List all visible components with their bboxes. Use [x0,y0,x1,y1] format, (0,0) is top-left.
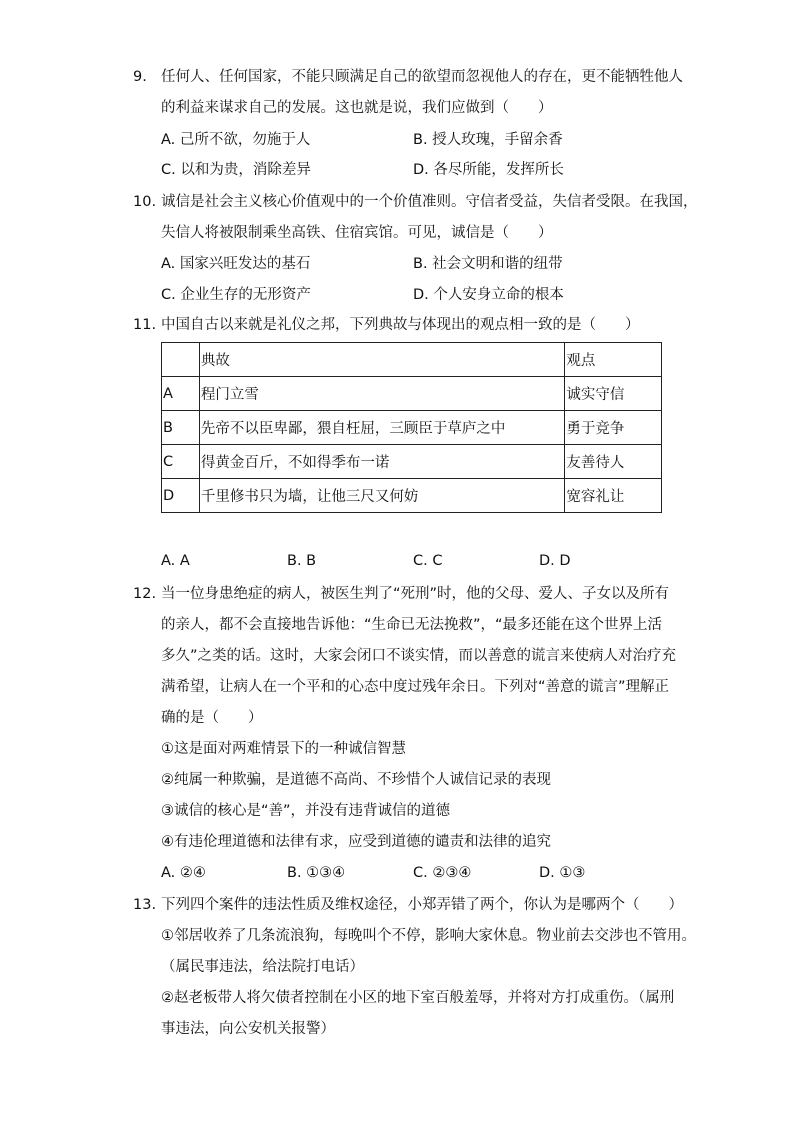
case-text: ①邻居收养了几条流浪狗，每晚叫个不停，影响大家休息。物业前去交涉也不管用。 [161,928,696,944]
question-number: 12. [133,586,157,602]
option-b: B. 社会文明和谐的纽带 [413,256,563,272]
question-text: 下列四个案件的违法性质及维权途径，小郑弄错了两个，你认为是哪两个（ ） [161,897,683,913]
option-a: A. 国家兴旺发达的基石 [161,256,311,272]
case-text: 事违法，向公安机关报警） [161,1021,335,1037]
question-number: 11. [133,317,157,333]
option-c: C. C [413,553,443,569]
option-a: A. 己所不欲，勿施于人 [161,132,311,148]
table-row [162,411,662,445]
option-c: C. 以和为贵，消除差异 [161,162,311,178]
question-text: 的亲人，都不会直接地告诉他：“生命已无法挽救”，“最多还能在这个世界上活 [161,617,663,633]
statement-item: ④有违伦理道德和法律有求，应受到道德的谴责和法律的追究 [161,834,551,850]
question-text: 当一位身患绝症的病人，被医生判了“死刑”时，他的父母、爱人、子女以及所有 [161,586,670,602]
option-d: D. D [539,553,571,569]
table-header-viewpoint: 观点 [565,343,662,377]
table-cell: 诚实守信 [565,377,662,411]
option-b: B. B [287,553,317,569]
table-cell: B [162,411,200,445]
question-text: 的利益来谋求自己的发展。这也就是说，我们应做到（ ） [161,100,553,116]
option-b: B. ①③④ [287,865,346,881]
table-cell: A [162,377,200,411]
question-text: 确的是（ ） [161,710,263,726]
question-text: 满希望，让病人在一个平和的心态中度过残年余日。下列对“善意的谎言”理解正 [161,679,670,695]
table-cell: 程门立雪 [199,377,564,411]
table-cell: 勇于竞争 [565,411,662,445]
case-text: （属民事违法，给法院打电话） [161,959,364,975]
option-d: D. 个人安身立命的根本 [413,287,564,303]
table-row [162,445,662,479]
option-c: C. 企业生存的无形资产 [161,287,311,303]
option-c: C. ②③④ [413,865,472,881]
question-number: 9. [133,69,147,85]
question-text: 中国自古以来就是礼仪之邦，下列典故与体现出的观点相一致的是（ ） [161,317,640,333]
table-cell: 千里修书只为墙，让他三尺又何妨 [199,479,564,513]
table-cell: 友善待人 [565,445,662,479]
question-text: 诚信是社会主义核心价值观中的一个价值准则。守信者受益，失信者受限。在我国， [161,194,698,210]
table-row [162,377,662,411]
question-number: 10. [133,194,157,210]
table-row [162,479,662,513]
question-number: 13. [133,897,157,913]
statement-item: ②纯属一种欺骗，是道德不高尚、不珍惜个人诚信记录的表现 [161,772,551,788]
option-d: D. 各尽所能，发挥所长 [413,162,564,178]
table-cell: 得黄金百斤，不如得季布一诺 [199,445,564,479]
question-text: 多久”之类的话。这时，大家会闭口不谈实情，而以善意的谎言来使病人对治疗充 [161,648,677,664]
statement-item: ①这是面对两难情景下的一种诚信智慧 [161,741,406,757]
allusion-table [161,342,662,513]
table-cell: C [162,445,200,479]
table-cell: 先帝不以臣卑鄙，猥自枉屈，三顾臣于草庐之中 [199,411,564,445]
option-a: A. A [161,553,190,569]
option-d: D. ①③ [539,865,586,881]
option-a: A. ②④ [161,865,206,881]
question-text: 失信人将被限制乘坐高铁、住宿宾馆。可见，诚信是（ ） [161,225,553,241]
table-cell: 宽容礼让 [565,479,662,513]
table-cell [162,343,200,377]
table-header-row [162,343,662,377]
table-header-allusion: 典故 [199,343,564,377]
table-cell: D [162,479,200,513]
option-b: B. 授人玫瑰，手留余香 [413,132,563,148]
statement-item: ③诚信的核心是“善”，并没有违背诚信的道德 [161,803,451,819]
case-text: ②赵老板带人将欠债者控制在小区的地下室百般羞辱，并将对方打成重伤。（属刑 [161,990,675,1006]
question-text: 任何人、任何国家，不能只顾满足自己的欲望而忽视他人的存在，更不能牺牲他人 [161,69,683,85]
